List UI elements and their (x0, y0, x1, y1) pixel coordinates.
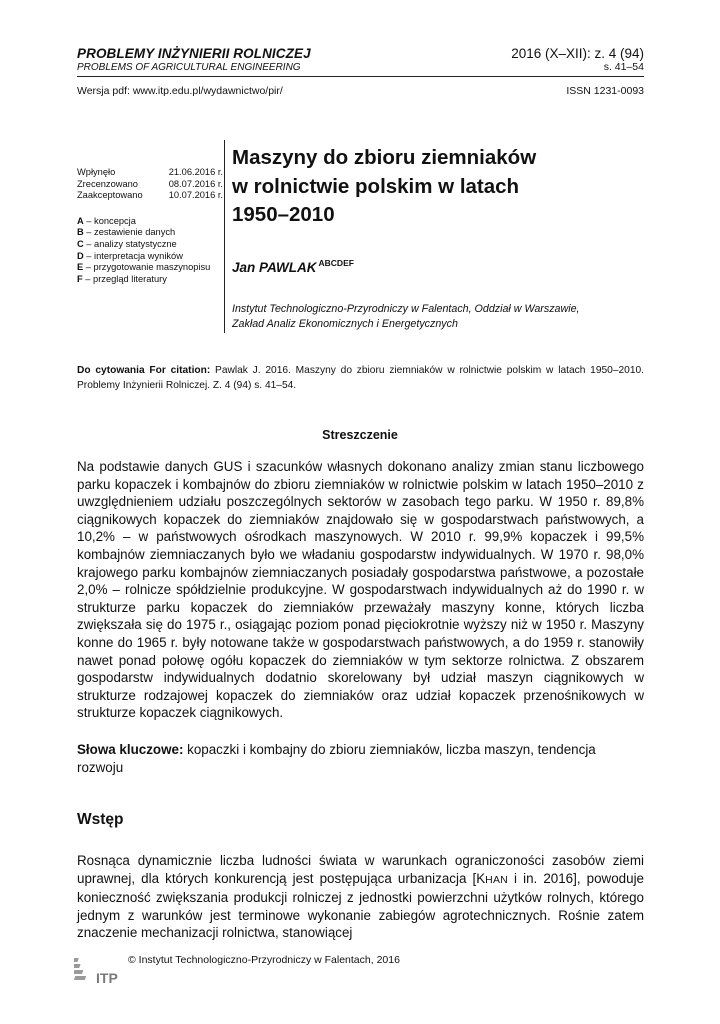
author-roles: ABCDEF (318, 258, 354, 268)
svg-text:ITP: ITP (96, 970, 118, 986)
contribution-item: C – analizy statystyczne (77, 238, 177, 249)
contribution-item: A – koncepcja (77, 215, 136, 226)
author-contribution-legend (77, 216, 223, 286)
abstract-heading: Streszczenie (322, 428, 398, 442)
pdf-version-link[interactable]: Wersja pdf: www.itp.edu.pl/wydawnictwo/pir/ (77, 85, 283, 97)
page-footer (74, 952, 400, 986)
issue-number: 2016 (X–XII): z. 4 (94) (511, 46, 644, 61)
keywords (77, 741, 644, 777)
contribution-item: D – interpretacja wyników (77, 250, 183, 261)
article-title: Maszyny do zbioru ziemniaków w rolnictwie polskim w latach 1950–2010 (232, 146, 537, 226)
affiliation: Instytut Technologiczno-Przyrodniczy w Falentach, Oddział w Warszawie, Zakład Analiz Ekonomicznych i Energetycznych (232, 303, 580, 330)
contribution-item: B – zestawienie danych (77, 227, 176, 238)
citation-label: Do cytowania For citation: (77, 365, 211, 376)
review-dates (77, 167, 223, 202)
intro-paragraph: Rosnąca dynamicznie liczba ludności świata w warunkach ograniczoności zasobów ziemi uprawnej, dla których konkurencją jest postępująca urbanizacja [KHAN i in. 2016], powoduje konieczność zwiększania produkcji rolniczej z jednostki powierzchni użytków rolnych, którego jednym z warunków jest terminowe wykonanie zabiegów agrotechnicznych. Rośnie zatem znaczenie mechanizacji rolnictwa, stanowiącej (77, 853, 644, 941)
vertical-divider (224, 140, 225, 333)
header-divider (77, 76, 644, 77)
date-row: Zrecenzowano 08.07.2016 r. (77, 178, 223, 189)
issn: ISSN 1231-0093 (566, 85, 644, 97)
contribution-item: E – przygotowanie maszynopisu (77, 262, 211, 273)
journal-title: PROBLEMY INŻYNIERII ROLNICZEJ (77, 46, 311, 61)
author-name: Jan PAWLAK (232, 260, 317, 275)
citation (77, 363, 644, 393)
contribution-item: F – przegląd literatury (77, 273, 167, 284)
citation-text: Pawlak J. 2016. Maszyny do zbioru ziemniaków w rolnictwie polskim w latach 1950–2010. Problemy Inżynierii Rolniczej. Z. 4 (94) s. 41–54. (77, 365, 645, 391)
copyright: © Instytut Technologiczno-Przyrodniczy w Falentach, 2016 (128, 954, 400, 966)
page-range: s. 41–54 (603, 61, 644, 73)
article-metadata-sidebar (77, 167, 223, 285)
itp-logo (74, 952, 126, 986)
keywords-text: kopaczki i kombajny do zbioru ziemniaków, liczba maszyn, tendencja rozwoju (77, 742, 596, 775)
abstract-text: Na podstawie danych GUS i szacunków własnych dokonano analizy zmian stanu liczbowego parku kopaczek i kombajnów do zbioru ziemniaków w rolnictwie polskim w latach 1950–2010 z uwzględnieniem udziału poszczególnych sektorów w zasobach tego parku. W 1950 r. 89,8% ciągnikowych kopaczek do ziemniaków znajdowało się w gospodarstwach państwowych, a 10,2% – w państwowych ośrodkach maszynowych. W 2010 r. 99,9% kopaczek i 99,5% kombajnów ziemniaczanych było we władaniu gospodarstw indywidualnych. W 1970 r. 98,0% krajowego parku kombajnów ziemniaczanych posiadały gospodarstwa państwowe, a pozostałe 2,0% – rolnicze spółdzielnie produkcyjne. W gospodarstwach indywidualnych aż do 1990 r. w strukturze parku kopaczek do ziemniaków przeważały maszyny konne, których liczba zwiększała się do 1975 r., osiągając poziom ponad pięciokrotnie wyższy niż w 1950 r. Maszyny konne do 1965 r. były notowane także w gospodarstwach państwowych, a do 1959 r. stanowiły nawet ponad połowę ogółu kopaczek do ziemniaków w tym sektorze rolnictwa. Z obszarem gospodarstw indywidualnych dodatnio skorelowany był udział maszyn ciągnikowych w strukturze rodzajowej kopaczek do ziemniaków oraz udział kopaczek przenośnikowych w strukturze kopaczek ciągnikowych. (77, 459, 644, 721)
date-row: Wpłynęło 21.06.2016 r. (77, 167, 223, 177)
section-heading: Wstęp (77, 811, 124, 828)
author (232, 258, 354, 275)
date-row: Zaakceptowano 10.07.2016 r. (77, 190, 223, 201)
keywords-label: Słowa kluczowe: (77, 742, 184, 757)
journal-title-english: PROBLEMS OF AGRICULTURAL ENGINEERING (77, 62, 301, 73)
page-header (77, 46, 644, 97)
